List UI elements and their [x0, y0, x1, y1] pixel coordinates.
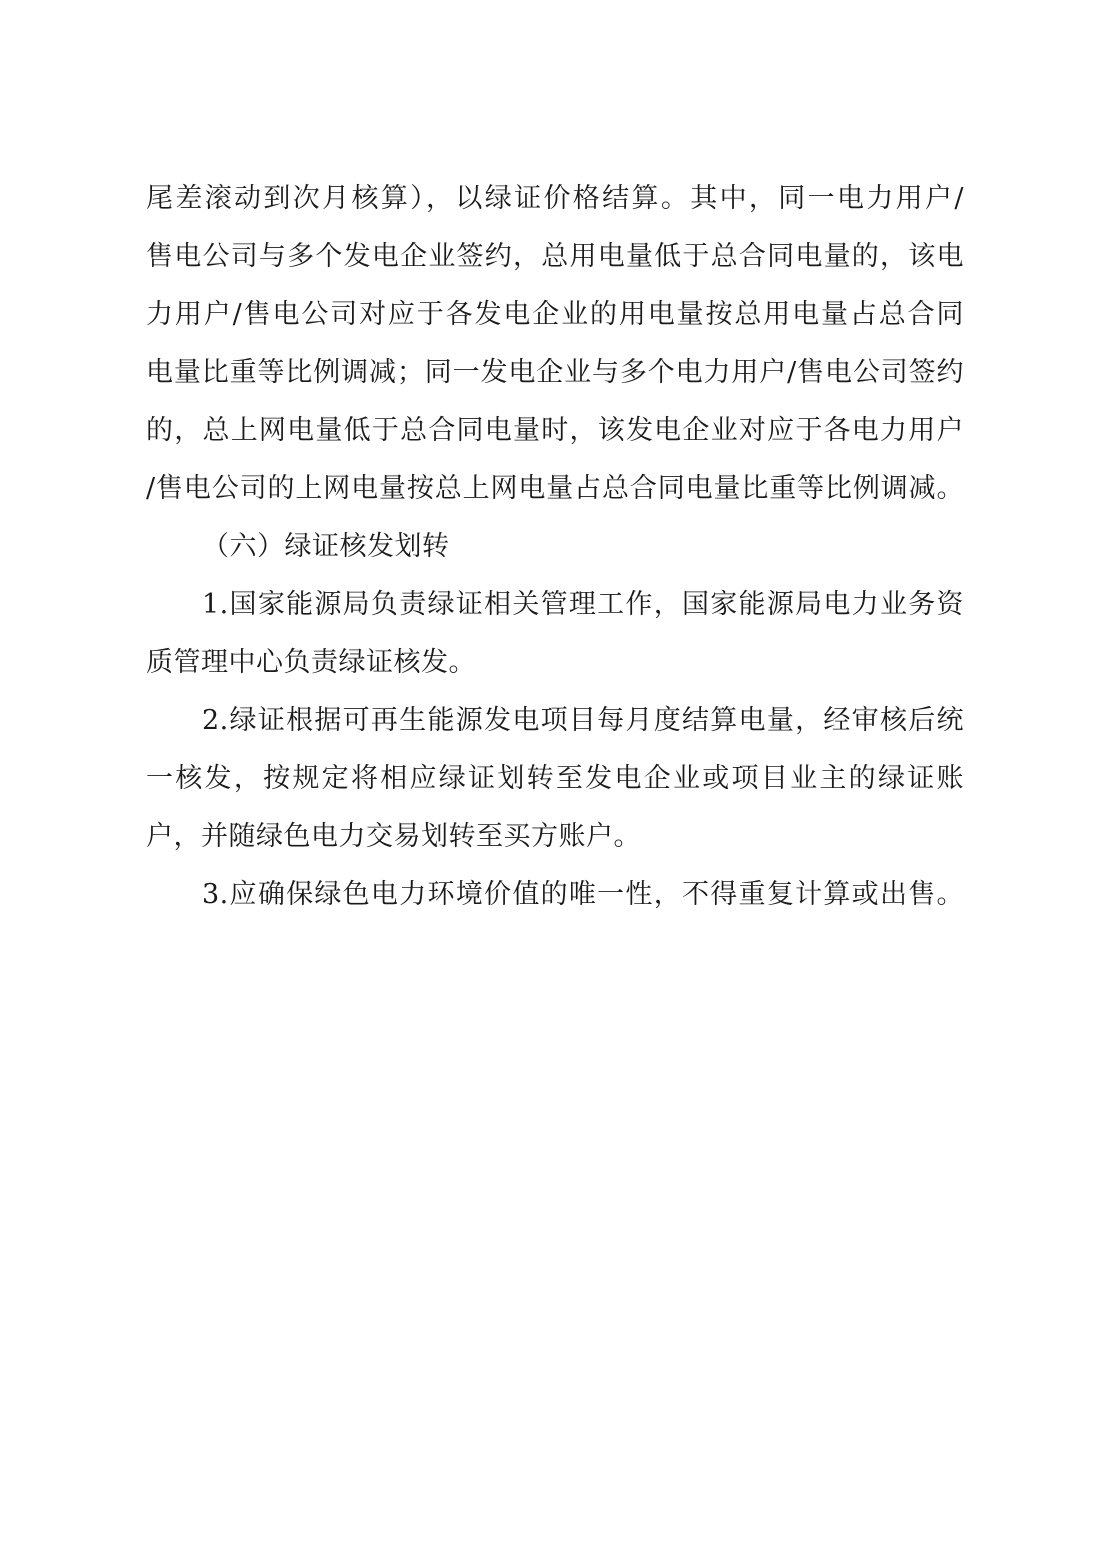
paragraph-line: 售电公司与多个发电企业签约，总用电量低于总合同电量的，该电: [146, 241, 964, 272]
paragraph-line: 力用户/售电公司对应于各发电企业的用电量按总用电量占总合同: [146, 299, 964, 330]
paragraph-line: 2.绿证根据可再生能源发电项目每月度结算电量，经审核后统: [202, 705, 964, 736]
item-2-paragraph: [146, 692, 964, 866]
paragraph-line: 电量比重等比例调减；同一发电企业与多个电力用户/售电公司签约: [146, 357, 964, 388]
paragraph-line: 3.应确保绿色电力环境价值的唯一性，不得重复计算或出售。: [202, 879, 964, 910]
settlement-paragraph: [146, 170, 964, 518]
item-1-paragraph: [146, 576, 964, 692]
document-body: [146, 170, 964, 924]
paragraph-line: 尾差滚动到次月核算），以绿证价格结算。其中，同一电力用户/: [146, 183, 964, 214]
paragraph-line: /售电公司的上网电量按总上网电量占总合同电量比重等比例调减。: [146, 473, 964, 504]
paragraph-line: 户，并随绿色电力交易划转至买方账户。: [146, 821, 641, 852]
item-3-paragraph: [146, 866, 964, 924]
paragraph-line: 一核发，按规定将相应绿证划转至发电企业或项目业主的绿证账: [146, 763, 964, 794]
section-heading: （六）绿证核发划转: [202, 531, 450, 562]
paragraph-line: 的，总上网电量低于总合同电量时，该发电企业对应于各电力用户: [146, 415, 964, 446]
paragraph-line: 质管理中心负责绿证核发。: [146, 647, 476, 678]
paragraph-line: 1.国家能源局负责绿证相关管理工作，国家能源局电力业务资: [202, 589, 964, 620]
